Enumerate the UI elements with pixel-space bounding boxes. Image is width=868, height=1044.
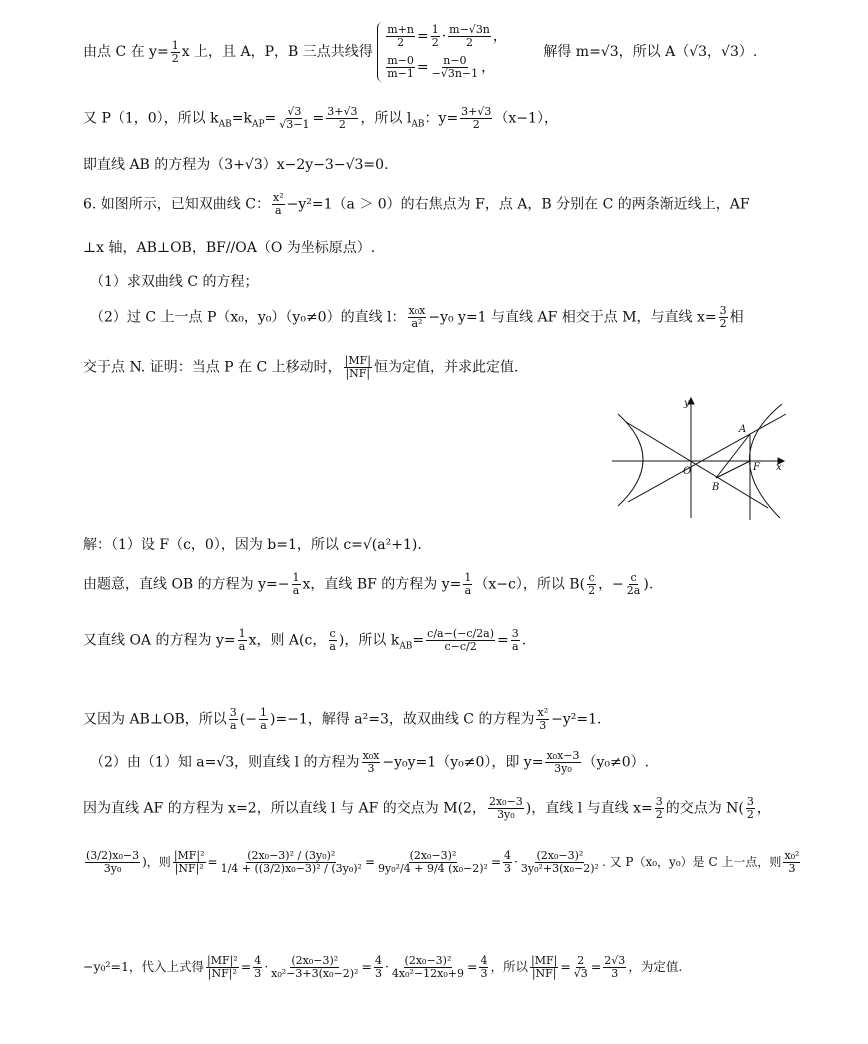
fraction: $\frac{\text{x₀x}}{\text{a²}}$ — [408, 304, 426, 331]
solution-line-1: 由点 C 在 y= $\frac{1}{2}$ x 上，且 A，P，B 三点共线得 $\frac{m+n}{2}$ = $\frac{1}{2}$ · $\frac{m-√3n}{2}$ ， $\frac{m-0}{m-1}$ = $\frac{n-0}{-√3n-1}$ ， 解得 m=√3，所以 A（√3，√3）. — [83, 22, 757, 82]
answer-part-2-step-1: （2）由（1）知 a=√3，则直线 l 的方程为 $\frac{\text{x₀x}}{3}$ −y₀y=1（y₀≠0），即 y= $\frac{\text{x₀x−3}}{\text{3y₀}}$ （y₀≠0）. — [90, 749, 650, 776]
answer-part-2-step-3: $\frac{\text{(3/2)x₀−3}}{\text{3y₀}}$ )，则 $\frac{\text{|MF|²}}{\text{|NF|²}}$ = $\frac{\text{(2x₀−3)² / (3y₀)²}}{\text{1/4 + ((3/2)x₀−3)² / (3y₀)²}}$ = $\frac{\text{(2x₀−3)²}}{\text{9y₀²/4 + 9/4 (x₀−2)²}}$ = $\frac{4}{3}$ · $\frac{\text{(2x₀−3)²}}{\text{3y₀²+3(x₀−2)²}}$ . 又 P（x₀，y₀）是 C 上一点，则 $\frac{\text{x₀²}}{3}$ — [86, 849, 800, 876]
fraction: $\frac{√3}{√3-1}$ — [279, 105, 310, 132]
big-fraction: $\frac{c/a-(-c/2a)}{c-c/2}$ — [427, 627, 495, 654]
question-6-part-2: （2）过 C 上一点 P（x₀，y₀）（y₀≠0）的直线 l： $\frac{\text{x₀x}}{\text{a²}}$ −y₀ y=1 与直线 AF 相交于点 M，与直线 x= $\frac{3}{2}$ 相 — [90, 304, 744, 331]
fraction: $\frac{1}{2}$ — [171, 38, 179, 65]
question-6-part-2-cont: 交于点 N. 证明：当点 P 在 C 上移动时， $\frac{|MF|}{|NF|}$ 恒为定值，并求此定值. — [83, 354, 519, 381]
hyperbola-left-branch — [618, 414, 643, 506]
equation-system: $\frac{m+n}{2}$ = $\frac{1}{2}$ · $\frac{m-√3n}{2}$ ， $\frac{m-0}{m-1}$ = $\frac{n-0}{-√3n-1}$ ， — [377, 22, 513, 82]
label-a: A — [739, 424, 747, 435]
fraction: $\frac{3+√3}{2}$ — [461, 105, 492, 132]
answer-step-3: 又直线 OA 的方程为 y= $\frac{1}{a}$ x，则 A(c， $\frac{c}{a}$ )，所以 $k_{AB}=$ $\frac{c/a-(-c/2a)}{c-c/2}$ = $\frac{3}{a}$ . — [83, 627, 527, 654]
answer-part-2-step-4: −y₀²=1，代入上式得 $\frac{\text{|MF|²}}{\text{|NF|²}}$ = $\frac{4}{3}$ · $\frac{\text{(2x₀−3)²}}{\text{x₀²−3+3(x₀−2)²}}$ = $\frac{4}{3}$ · $\frac{\text{(2x₀−3)²}}{\text{4x₀²−12x₀+9}}$ = $\frac{4}{3}$ ，所以 $\frac{|MF|}{|NF|}$ = $\frac{2}{√3}$ = $\frac{2√3}{3}$ ，为定值. — [83, 954, 683, 981]
question-6-stem: 6. 如图所示，已知双曲线 C： $\frac{\text{x²}}{a}$ −y²=1（a ＞ 0）的右焦点为 F，点 A，B 分别在 C 的两条渐近线上，AF — [83, 191, 750, 218]
answer-step-2: 由题意，直线 OB 的方程为 y=− $\frac{1}{a}$ x，直线 BF 的方程为 y= $\frac{1}{a}$ （x−c），所以 B( $\frac{c}{2}$ ，− $\frac{c}{2a}$ ). — [83, 571, 654, 598]
asymptote-2 — [626, 422, 768, 508]
answer-step-1: 解：（1）设 F（c，0），因为 b=1，所以 c=√(a²+1). — [83, 537, 422, 553]
label-f: F — [753, 462, 760, 473]
fraction: $\frac{|MF|}{|NF|}$ — [344, 354, 371, 381]
line-bf — [716, 461, 750, 478]
fraction: $\frac{3+√3}{2}$ — [327, 105, 358, 132]
solution-line-2: 又 P（1，0），所以 $k_{AB}=k_{AP}=$ $\frac{√3}{√3-1}$ = $\frac{3+√3}{2}$ ，所以 $l_{AB}$：y= $\frac{3+√3}{2}$ （x−1）， — [83, 105, 558, 132]
question-6-stem-cont: ⊥x 轴，AB⊥OB，BF//OA（O 为坐标原点）. — [83, 240, 376, 256]
label-x: x — [776, 462, 782, 473]
question-6-part-1: （1）求双曲线 C 的方程； — [90, 274, 259, 290]
label-b: B — [712, 482, 720, 493]
line-ab — [716, 434, 750, 478]
answer-part-2-step-2: 因为直线 AF 的方程为 x=2，所以直线 l 与 AF 的交点为 M(2， $\frac{\text{2x₀−3}}{\text{3y₀}}$ )，直线 l 与直线 x= $\frac{3}{2}$ 的交点为 N( $\frac{3}{2}$ ， — [83, 795, 771, 822]
fraction: $\frac{3}{2}$ — [719, 304, 727, 331]
asymptote-1 — [628, 414, 786, 502]
fraction: $\frac{\text{x²}}{a}$ — [272, 191, 284, 218]
answer-step-4: 又因为 AB⊥OB，所以 $\frac{3}{a}$ (− $\frac{1}{a}$ )=−1，解得 a²=3，故双曲线 C 的方程为 $\frac{\text{x²}}{3}$ −y²=1. — [83, 706, 602, 733]
solution-line-3: 即直线 AB 的方程为（3+√3）x−2y−3−√3=0. — [83, 157, 389, 173]
label-y: y — [684, 398, 690, 409]
label-o: O — [683, 466, 692, 477]
hyperbola-figure — [608, 394, 790, 522]
